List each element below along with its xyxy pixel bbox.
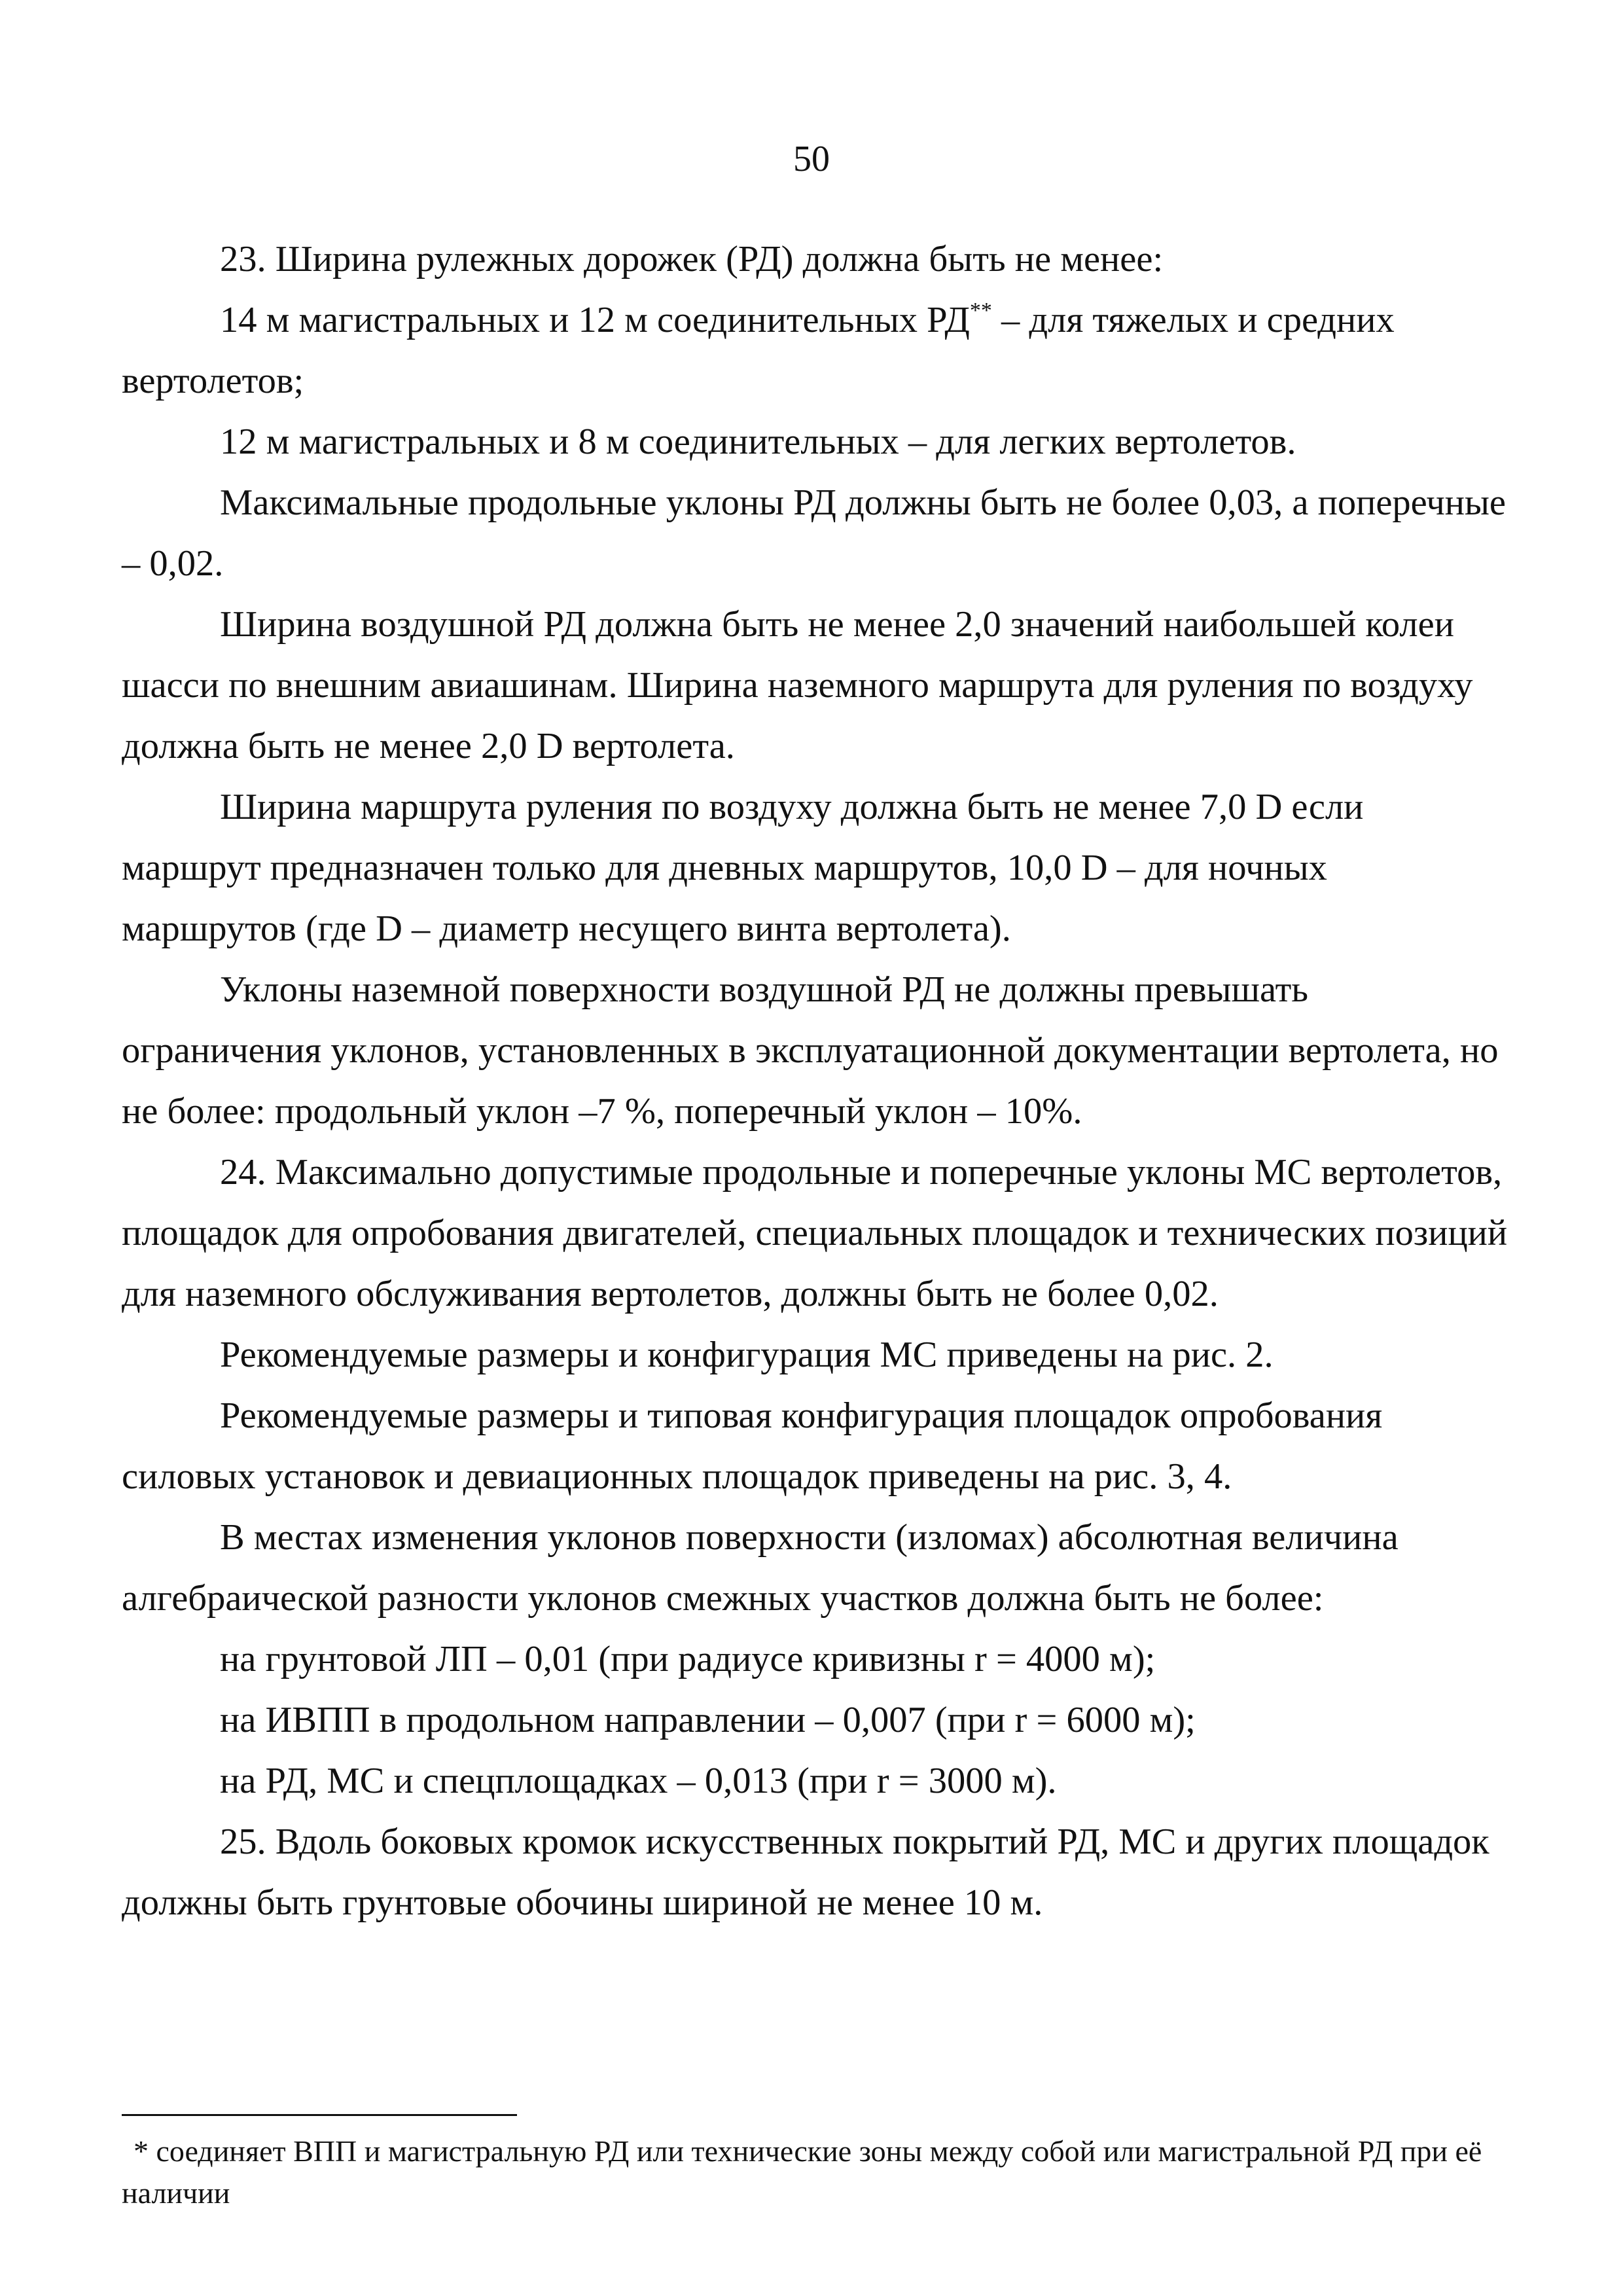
paragraph-air-taxi-route-width: Ширина маршрута руления по воздуху должна быть не менее 7,0 D если маршрут предназначен только для дневных маршрутов, 10,0 D – для ночных маршрутов (где D – диаметр несущего винта вертолета). bbox=[122, 787, 1364, 949]
paragraph-recommended-sizes-fig3-4: Рекомендуемые размеры и типовая конфигурация площадок опробования силовых установок и девиационных площадок приведены на рис. 3, 4. bbox=[122, 1395, 1383, 1497]
document-body bbox=[122, 229, 1509, 1933]
list-item-unpaved-landing-strip: на грунтовой ЛП – 0,01 (при радиусе кривизны r = 4000 м); bbox=[220, 1639, 1156, 1679]
paragraph-text: 14 м магистральных и 12 м соединительных РД bbox=[220, 300, 970, 340]
list-item-taxiways-stands: на РД, МС и спецплощадках – 0,013 (при r = 3000 м). bbox=[220, 1761, 1057, 1801]
paragraph-25: 25. Вдоль боковых кромок искусственных покрытий РД, МС и других площадок должны быть грунтовые обочины шириной не менее 10 м. bbox=[122, 1821, 1489, 1923]
page-number: 50 bbox=[793, 139, 830, 179]
paragraph-recommended-sizes-fig2: Рекомендуемые размеры и конфигурация МС приведены на рис. 2. bbox=[220, 1335, 1274, 1375]
list-item-paved-runway: на ИВПП в продольном направлении – 0,007 (при r = 6000 м); bbox=[220, 1700, 1196, 1740]
paragraph-slope-breaks: В местах изменения уклонов поверхности (изломах) абсолютная величина алгебраической разности уклонов смежных участков должна быть не более: bbox=[122, 1517, 1399, 1619]
paragraph-ground-surface-slopes: Уклоны наземной поверхности воздушной РД не должны превышать ограничения уклонов, установленных в эксплуатационной документации вертолета, но не более: продольный уклон –7 %, поперечный уклон – 10%. bbox=[122, 969, 1499, 1132]
footnote-marker: ** bbox=[969, 298, 992, 323]
paragraph-text-tail: – для тяжелых и средних вертолетов; bbox=[122, 300, 1395, 401]
paragraph-air-taxiway-width: Ширина воздушной РД должна быть не менее 2,0 значений наибольшей колеи шасси по внешним авиашинам. Ширина наземного маршрута для руления по воздуху должна быть не менее 2,0 D вертолета. bbox=[122, 604, 1473, 766]
paragraph-max-slopes: Максимальные продольные уклоны РД должны быть не более 0,03, а поперечные – 0,02. bbox=[122, 482, 1507, 584]
paragraph-24: 24. Максимально допустимые продольные и поперечные уклоны МС вертолетов, площадок для опробования двигателей, специальных площадок и технических позиций для наземного обслуживания вертолетов, должны быть не более 0,02. bbox=[122, 1152, 1508, 1314]
paragraph-heavy-medium-helicopters bbox=[122, 290, 1509, 412]
footnote-divider bbox=[122, 2114, 517, 2116]
footnote: * соединяет ВПП и магистральную РД или технические зоны между собой или магистральной РД при её наличии bbox=[122, 2134, 1482, 2210]
paragraph-23: 23. Ширина рулежных дорожек (РД) должна быть не менее: bbox=[220, 239, 1164, 279]
paragraph-light-helicopters: 12 м магистральных и 8 м соединительных – для легких вертолетов. bbox=[220, 422, 1296, 462]
